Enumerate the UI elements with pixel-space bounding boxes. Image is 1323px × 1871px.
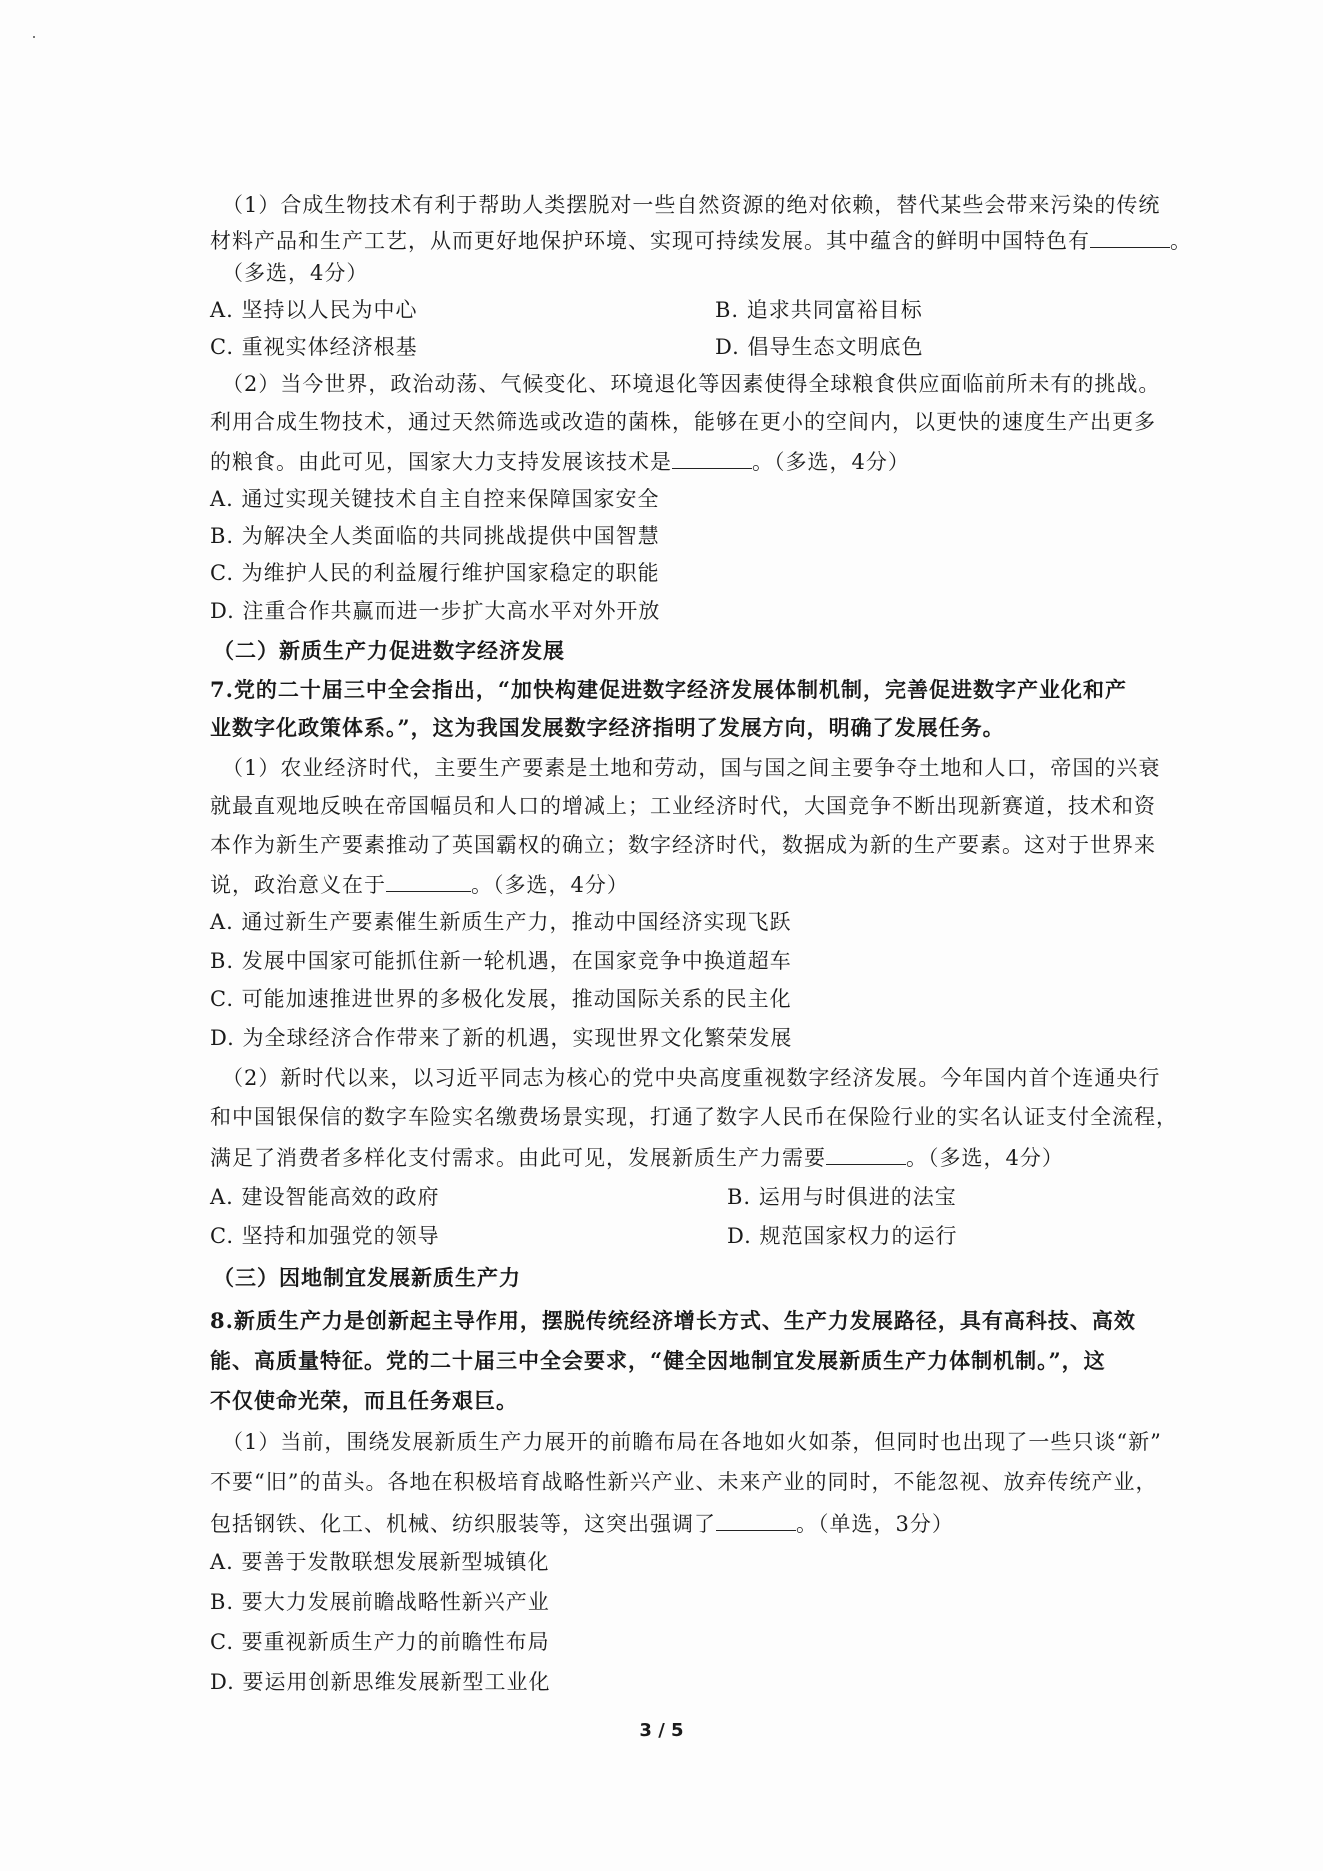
answer-blank xyxy=(672,446,752,469)
q8-1-line-3-end: 。（单选，3分） xyxy=(796,1512,954,1536)
q8-1-line-3-text: 包括钢铁、化工、机械、纺织服装等，这突出强调了 xyxy=(210,1512,716,1536)
q8-1-line-3 xyxy=(210,1508,954,1538)
answer-blank xyxy=(716,1508,796,1531)
q7-2-option-c: C. 坚持和加强党的领导 xyxy=(210,1224,440,1248)
q8-line-1: 8.新质生产力是创新起主导作用，摆脱传统经济增长方式、生产力发展路径，具有高科技、高效 xyxy=(210,1308,1136,1333)
q7-1-line-1: （1）农业经济时代，主要生产要素是土地和劳动，国与国之间主要争夺土地和人口，帝国的兴衰 xyxy=(222,756,1161,780)
q6-1-line-2-end: 。 xyxy=(1170,229,1192,253)
q6-2-option-c: C. 为维护人民的利益履行维护国家稳定的职能 xyxy=(210,561,660,585)
q6-2-option-b: B. 为解决全人类面临的共同挑战提供中国智慧 xyxy=(210,524,660,548)
q7-1-line-2: 就最直观地反映在帝国幅员和人口的增减上；工业经济时代，大国竞争不断出现新赛道，技术和资 xyxy=(210,794,1156,818)
q7-1-option-a: A. 通过新生产要素催生新质生产力，推动中国经济实现飞跃 xyxy=(210,910,792,934)
q7-1-line-4 xyxy=(210,869,629,899)
q7-1-line-4-text: 说，政治意义在于 xyxy=(210,873,386,897)
q7-2-option-d: D. 规范国家权力的运行 xyxy=(727,1224,958,1248)
q6-1-option-d: D. 倡导生态文明底色 xyxy=(715,335,924,359)
q8-line-2: 能、高质量特征。党的二十届三中全会要求，“健全因地制宜发展新质生产力体制机制。”，这 xyxy=(210,1348,1106,1373)
q7-1-line-4-end: 。（多选，4分） xyxy=(471,873,629,897)
q6-1-line-2 xyxy=(210,225,1192,255)
q8-1-line-2: 不要“旧”的苗头。各地在积极培育战略性新兴产业、未来产业的同时，不能忽视、放弃传统产业， xyxy=(210,1470,1158,1494)
q6-2-line-3-text: 的粮食。由此可见，国家大力支持发展该技术是 xyxy=(210,450,672,474)
q6-1-line-3: （多选，4分） xyxy=(222,261,369,285)
q7-line-1: 7.党的二十届三中全会指出，“加快构建促进数字经济发展体制机制，完善促进数字产业化和产 xyxy=(210,677,1127,702)
q6-2-line-1: （2）当今世界，政治动荡、气候变化、环境退化等因素使得全球粮食供应面临前所未有的挑战。 xyxy=(222,372,1161,396)
q6-1-option-c: C. 重视实体经济根基 xyxy=(210,335,418,359)
q6-1-line-2-text: 材料产品和生产工艺，从而更好地保护环境、实现可持续发展。其中蕴含的鲜明中国特色有 xyxy=(210,229,1090,253)
q7-1-option-d: D. 为全球经济合作带来了新的机遇，实现世界文化繁荣发展 xyxy=(210,1026,793,1050)
q7-line-2: 业数字化政策体系。”，这为我国发展数字经济指明了发展方向，明确了发展任务。 xyxy=(210,715,1005,740)
q6-1-option-b: B. 追求共同富裕目标 xyxy=(715,298,923,322)
q8-1-line-1: （1）当前，围绕发展新质生产力展开的前瞻布局在各地如火如荼，但同时也出现了一些只谈“新” xyxy=(222,1430,1162,1454)
q7-2-line-3-text: 满足了消费者多样化支付需求。由此可见，发展新质生产力需要 xyxy=(210,1146,826,1170)
q7-2-option-a: A. 建设智能高效的政府 xyxy=(210,1185,440,1209)
q6-2-line-3-end: 。（多选，4分） xyxy=(752,450,910,474)
answer-blank xyxy=(386,869,471,892)
q7-1-line-3: 本作为新生产要素推动了英国霸权的确立；数字经济时代，数据成为新的生产要素。这对于世界来 xyxy=(210,833,1156,857)
q8-1-option-a: A. 要善于发散联想发展新型城镇化 xyxy=(210,1550,550,1574)
q7-2-line-2: 和中国银保信的数字车险实名缴费场景实现，打通了数字人民币在保险行业的实名认证支付全流程， xyxy=(210,1105,1178,1129)
q7-2-line-3 xyxy=(210,1142,1064,1172)
q8-1-option-c: C. 要重视新质生产力的前瞻性布局 xyxy=(210,1630,550,1654)
scan-speck xyxy=(33,36,35,38)
q6-2-line-3 xyxy=(210,446,910,476)
section-heading-2: （二）新质生产力促进数字经济发展 xyxy=(213,638,565,663)
q8-line-3: 不仅使命光荣，而且任务艰巨。 xyxy=(210,1388,518,1413)
section-heading-3: （三）因地制宜发展新质生产力 xyxy=(213,1265,521,1290)
q8-1-option-d: D. 要运用创新思维发展新型工业化 xyxy=(210,1670,551,1694)
answer-blank xyxy=(826,1142,906,1165)
page-number: 3 / 5 xyxy=(639,1720,684,1741)
q7-1-option-b: B. 发展中国家可能抓住新一轮机遇，在国家竞争中换道超车 xyxy=(210,949,792,973)
answer-blank xyxy=(1090,225,1170,248)
q7-1-option-c: C. 可能加速推进世界的多极化发展，推动国际关系的民主化 xyxy=(210,987,792,1011)
q6-2-option-a: A. 通过实现关键技术自主自控来保障国家安全 xyxy=(210,487,660,511)
q6-2-line-2: 利用合成生物技术，通过天然筛选或改造的菌株，能够在更小的空间内，以更快的速度生产出更多 xyxy=(210,410,1156,434)
q7-2-line-3-end: 。（多选，4分） xyxy=(906,1146,1064,1170)
q6-1-line-1: （1）合成生物技术有利于帮助人类摆脱对一些自然资源的绝对依赖，替代某些会带来污染的传统 xyxy=(222,193,1161,217)
q6-1-option-a: A. 坚持以人民为中心 xyxy=(210,298,418,322)
q7-2-line-1: （2）新时代以来，以习近平同志为核心的党中央高度重视数字经济发展。今年国内首个连通央行 xyxy=(222,1066,1161,1090)
q8-1-option-b: B. 要大力发展前瞻战略性新兴产业 xyxy=(210,1590,550,1614)
q6-2-option-d: D. 注重合作共赢而进一步扩大高水平对外开放 xyxy=(210,599,661,623)
q7-2-option-b: B. 运用与时俱进的法宝 xyxy=(727,1185,957,1209)
